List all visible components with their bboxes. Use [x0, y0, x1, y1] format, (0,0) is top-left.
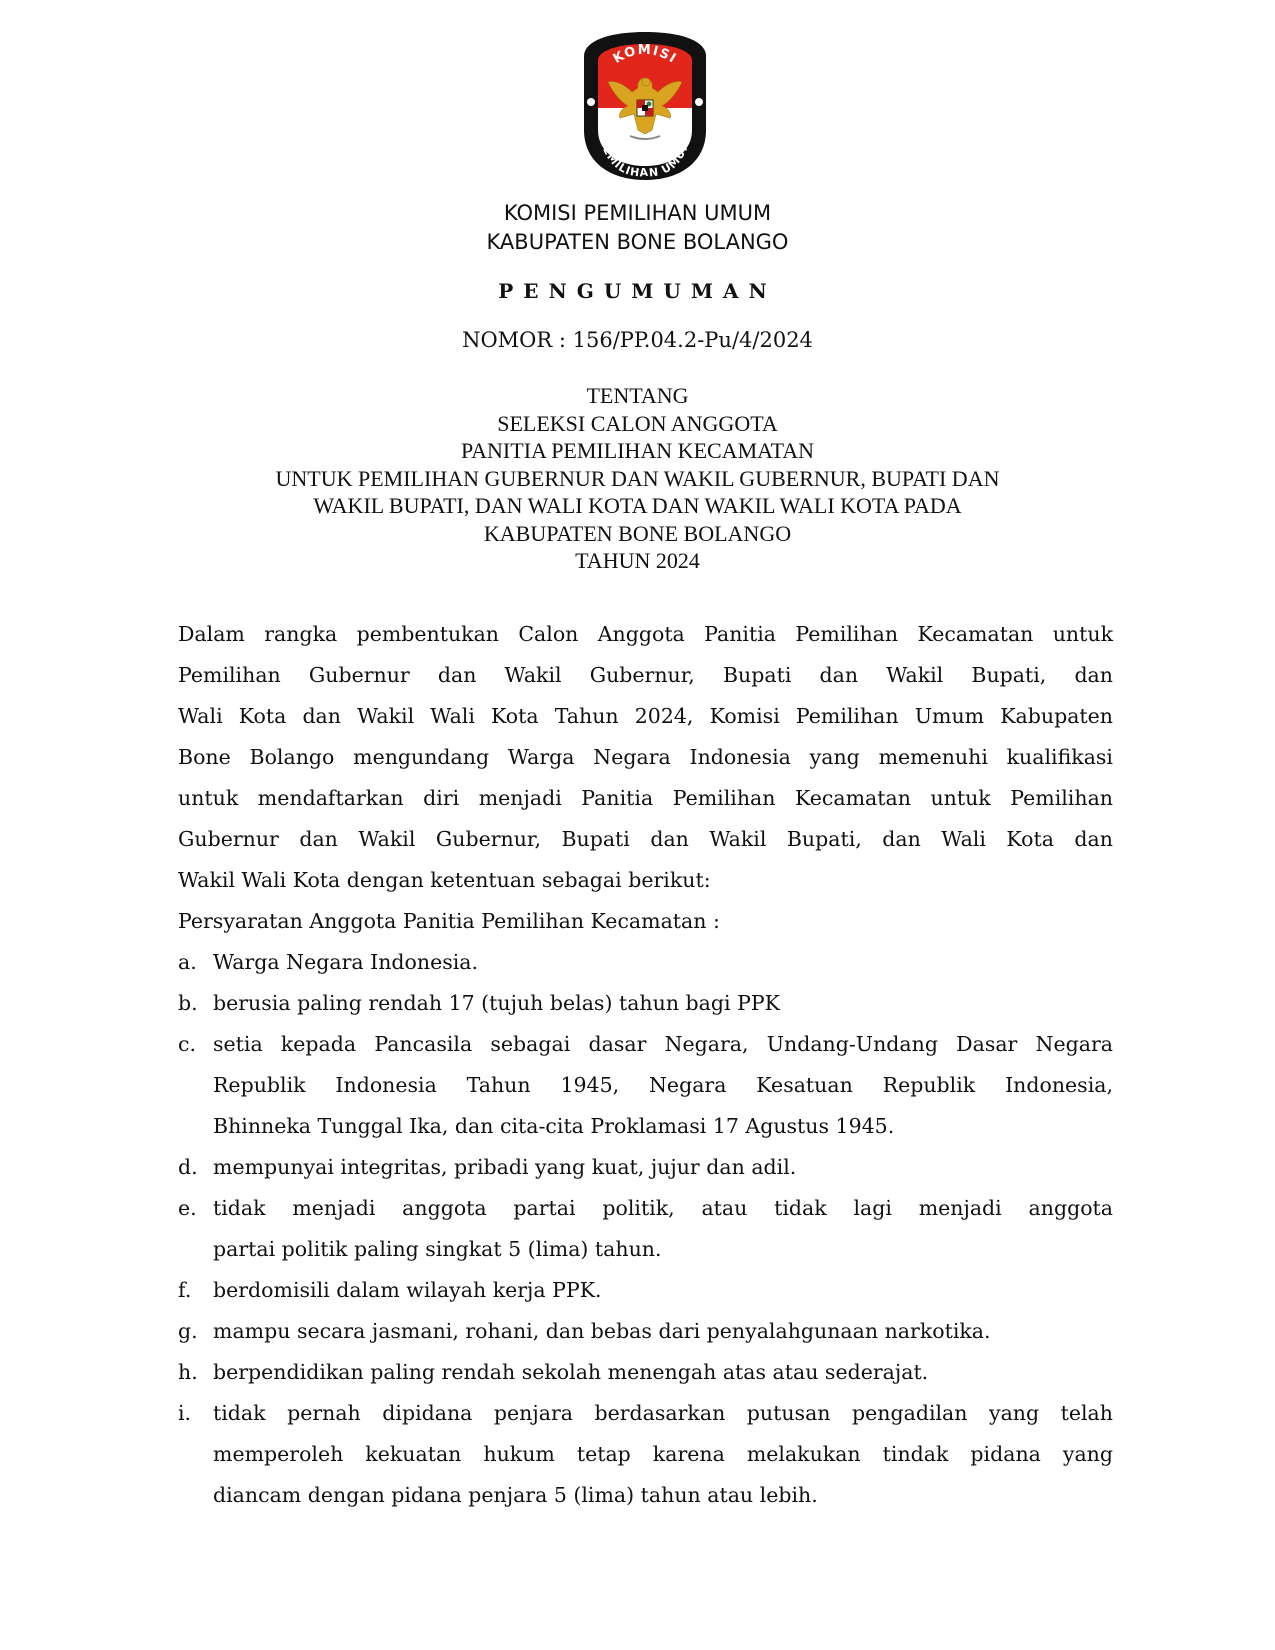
- paragraph-line: Gubernur dan Wakil Gubernur, Bupati dan Wakil Bupati, dan Wali Kota dan: [178, 827, 1113, 851]
- requirement-item: [178, 942, 1113, 983]
- kpu-logo-icon: [580, 30, 710, 180]
- list-marker: h.: [178, 1360, 198, 1384]
- org-name-line-2: KABUPATEN BONE BOLANGO: [486, 230, 789, 254]
- subject-line: KABUPATEN BONE BOLANGO: [483, 520, 792, 546]
- requirement-text: partai politik paling singkat 5 (lima) tahun.: [213, 1237, 662, 1261]
- document-title: PENGUMUMAN: [498, 279, 777, 303]
- requirement-text: berusia paling rendah 17 (tujuh belas) tahun bagi PPK: [213, 991, 780, 1015]
- requirement-item: [178, 1188, 1113, 1270]
- list-marker: a.: [178, 950, 197, 974]
- requirement-item: [178, 1024, 1113, 1147]
- list-marker: b.: [178, 991, 198, 1015]
- requirement-text: Warga Negara Indonesia.: [213, 950, 479, 974]
- subject-line: WAKIL BUPATI, DAN WALI KOTA DAN WAKIL WALI KOTA PADA: [313, 493, 962, 518]
- requirement-text: diancam dengan pidana penjara 5 (lima) tahun atau lebih.: [213, 1483, 818, 1507]
- requirement-text: mampu secara jasmani, rohani, dan bebas dari penyalahgunaan narkotika.: [213, 1319, 991, 1343]
- paragraph-line: Wali Kota dan Wakil Wali Kota Tahun 2024, Komisi Pemilihan Umum Kabupaten: [178, 704, 1113, 728]
- subject-line: UNTUK PEMILIHAN GUBERNUR DAN WAKIL GUBERNUR, BUPATI DAN: [275, 465, 1000, 491]
- requirement-text: setia kepada Pancasila sebagai dasar Negara, Undang-Undang Dasar Negara: [213, 1032, 1113, 1056]
- requirement-item: [178, 1393, 1113, 1516]
- list-marker: e.: [178, 1196, 197, 1220]
- requirement-text: mempunyai integritas, pribadi yang kuat, jujur dan adil.: [213, 1155, 797, 1179]
- requirement-text: berpendidikan paling rendah sekolah menengah atas atau sederajat.: [213, 1360, 929, 1384]
- list-marker: c.: [178, 1032, 196, 1056]
- requirement-text: Republik Indonesia Tahun 1945, Negara Kesatuan Republik Indonesia,: [213, 1073, 1113, 1097]
- requirement-text: memperoleh kekuatan hukum tetap karena melakukan tindak pidana yang: [213, 1442, 1113, 1466]
- subject-block: [0, 382, 1275, 575]
- logo-top-text: KOMISI: [610, 43, 680, 67]
- list-marker: i.: [178, 1401, 192, 1425]
- subject-line: PANITIA PEMILIHAN KECAMATAN: [460, 438, 815, 463]
- requirement-text: tidak menjadi anggota partai politik, atau tidak lagi menjadi anggota: [213, 1196, 1113, 1220]
- paragraph-line: untuk mendaftarkan diri menjadi Panitia Pemilihan Kecamatan untuk Pemilihan: [178, 786, 1113, 810]
- requirement-text: tidak pernah dipidana penjara berdasarkan putusan pengadilan yang telah: [213, 1401, 1113, 1425]
- paragraph-line: Bone Bolango mengundang Warga Negara Indonesia yang memenuhi kualifikasi: [178, 745, 1113, 769]
- paragraph-line: Dalam rangka pembentukan Calon Anggota Panitia Pemilihan Kecamatan untuk: [178, 622, 1113, 646]
- document-body: [178, 614, 1113, 1516]
- paragraph-line: Pemilihan Gubernur dan Wakil Gubernur, Bupati dan Wakil Bupati, dan: [178, 663, 1113, 687]
- requirements-list: [178, 942, 1113, 1516]
- requirement-item: [178, 1270, 1113, 1311]
- list-marker: f.: [178, 1278, 192, 1302]
- requirement-text: Bhinneka Tunggal Ika, dan cita-cita Proklamasi 17 Agustus 1945.: [213, 1114, 895, 1138]
- paragraph-line: Wakil Wali Kota dengan ketentuan sebagai berikut:: [178, 868, 711, 892]
- requirement-item: [178, 1147, 1113, 1188]
- requirement-item: [178, 983, 1113, 1024]
- list-marker: d.: [178, 1155, 198, 1179]
- subject-line: TAHUN 2024: [575, 548, 700, 573]
- requirements-heading: Persyaratan Anggota Panitia Pemilihan Kecamatan :: [178, 909, 720, 933]
- intro-paragraph: [178, 614, 1113, 901]
- subject-line: TENTANG: [586, 383, 689, 408]
- requirement-item: [178, 1352, 1113, 1393]
- org-name-line-1: KOMISI PEMILIHAN UMUM: [503, 201, 772, 225]
- requirement-item: [178, 1311, 1113, 1352]
- subject-line: SELEKSI CALON ANGGOTA: [497, 410, 778, 436]
- requirement-text: berdomisili dalam wilayah kerja PPK.: [213, 1278, 602, 1302]
- logo-bottom-text: PEMILIHAN UMUM: [597, 136, 694, 180]
- document-number: NOMOR : 156/PP.04.2-Pu/4/2024: [462, 328, 813, 352]
- list-marker: g.: [178, 1319, 198, 1343]
